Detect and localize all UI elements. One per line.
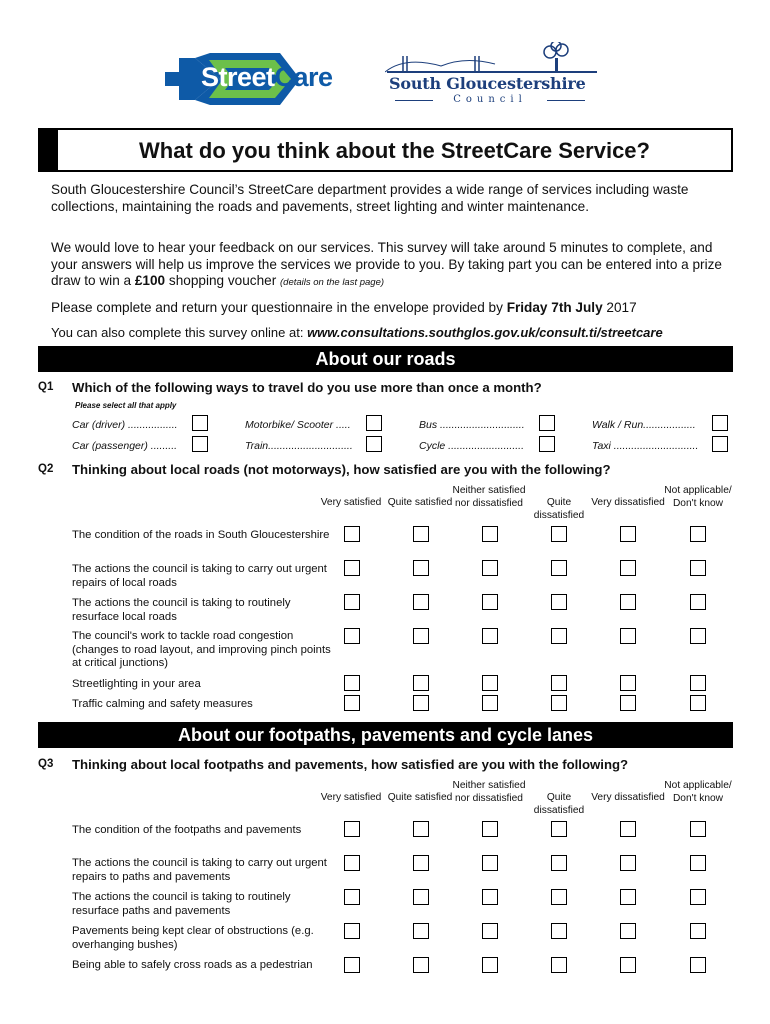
- q2-text: Thinking about local roads (not motorways), how satisfied are you with the following?: [72, 462, 611, 477]
- q2-checkbox[interactable]: [620, 675, 636, 691]
- checkbox-motorbike[interactable]: [366, 415, 382, 431]
- option-walk-run: Walk / Run..................: [592, 419, 696, 431]
- q2-checkbox[interactable]: [551, 526, 567, 542]
- q3-number: Q3: [38, 758, 54, 770]
- q2-checkbox[interactable]: [620, 695, 636, 711]
- q3-checkbox[interactable]: [551, 821, 567, 837]
- checkbox-car-driver[interactable]: [192, 415, 208, 431]
- q2-checkbox[interactable]: [482, 628, 498, 644]
- checkbox-train[interactable]: [366, 436, 382, 452]
- q3-checkbox[interactable]: [482, 957, 498, 973]
- q2-col-quite-satisfied: Quite satisfied: [387, 497, 453, 508]
- q3-checkbox[interactable]: [482, 889, 498, 905]
- q3-row-label: Pavements being kept clear of obstructions (e.g. overhanging bushes): [72, 925, 314, 951]
- q3-checkbox[interactable]: [620, 889, 636, 905]
- q3-checkbox[interactable]: [551, 923, 567, 939]
- q2-row-label: The condition of the roads in South Gloucestershire: [72, 529, 330, 541]
- q3-checkbox[interactable]: [344, 923, 360, 939]
- q2-checkbox[interactable]: [413, 675, 429, 691]
- q3-row-label: The condition of the footpaths and pavements: [72, 824, 302, 836]
- option-motorbike: Motorbike/ Scooter .....: [245, 419, 351, 431]
- q3-checkbox[interactable]: [690, 821, 706, 837]
- q2-row-label: The council's work to tackle road congestion (changes to road layout, and improving pinch points at critical junctions): [72, 630, 331, 669]
- q2-col-neither: Neither satisfied nor dissatisfied: [452, 485, 526, 509]
- q3-checkbox[interactable]: [690, 889, 706, 905]
- q3-checkbox[interactable]: [620, 821, 636, 837]
- q2-checkbox[interactable]: [551, 594, 567, 610]
- logo-street-text: Street: [201, 62, 275, 92]
- q2-checkbox[interactable]: [482, 526, 498, 542]
- q3-checkbox[interactable]: [690, 957, 706, 973]
- q2-number: Q2: [38, 463, 54, 475]
- q2-row-label: The actions the council is taking to routinely resurface local roads: [72, 597, 291, 623]
- q2-checkbox[interactable]: [620, 628, 636, 644]
- intro-paragraph-2: [51, 240, 741, 292]
- q3-checkbox[interactable]: [482, 923, 498, 939]
- q3-checkbox[interactable]: [413, 923, 429, 939]
- q2-checkbox[interactable]: [620, 594, 636, 610]
- council-logo: [385, 42, 605, 112]
- q3-checkbox[interactable]: [620, 855, 636, 871]
- q1-text: Which of the following ways to travel do you use more than once a month?: [72, 380, 542, 395]
- checkbox-walk-run[interactable]: [712, 415, 728, 431]
- q3-col-quite-dissatisfied: Quite dissatisfied: [533, 792, 585, 816]
- q3-checkbox[interactable]: [551, 889, 567, 905]
- checkbox-taxi[interactable]: [712, 436, 728, 452]
- q3-row-label: Being able to safely cross roads as a pedestrian: [72, 959, 313, 971]
- return-text: Please complete and return your questionnaire in the envelope provided by: [51, 300, 507, 315]
- section-header-footpaths: About our footpaths, pavements and cycle lanes: [38, 722, 733, 748]
- option-car-driver: Car (driver) .................: [72, 419, 178, 431]
- intro-paragraph-4: [51, 325, 741, 342]
- q2-checkbox[interactable]: [344, 594, 360, 610]
- q2-checkbox[interactable]: [413, 628, 429, 644]
- q2-checkbox[interactable]: [413, 560, 429, 576]
- q2-checkbox[interactable]: [413, 526, 429, 542]
- q2-checkbox[interactable]: [482, 594, 498, 610]
- prize-amount: £100: [134, 273, 166, 288]
- q2-checkbox[interactable]: [344, 628, 360, 644]
- q2-checkbox[interactable]: [620, 526, 636, 542]
- intro-p2-text-b: shopping voucher: [165, 273, 280, 288]
- q2-checkbox[interactable]: [690, 560, 706, 576]
- q3-col-very-satisfied: Very satisfied: [320, 792, 382, 803]
- council-subtitle: Council: [385, 94, 595, 105]
- q3-row-label: The actions the council is taking to carry out urgent repairs to paths and pavements: [72, 857, 327, 883]
- q3-checkbox[interactable]: [551, 855, 567, 871]
- intro-p2-text: We would love to hear your feedback on our services. This survey will take around 5 minutes to complete, and your answers will help us improve the services we provide to you. By taking part you can be entered into a prize draw to win a: [51, 240, 722, 288]
- checkbox-bus[interactable]: [539, 415, 555, 431]
- q2-checkbox[interactable]: [482, 560, 498, 576]
- q3-checkbox[interactable]: [690, 923, 706, 939]
- checkbox-cycle[interactable]: [539, 436, 555, 452]
- q2-col-not-applicable: Not applicable/ Don't know: [664, 485, 732, 509]
- q2-col-quite-dissatisfied: Quite dissatisfied: [533, 497, 585, 521]
- q2-row-label: Streetlighting in your area: [72, 678, 201, 690]
- online-text: You can also complete this survey online at:: [51, 325, 308, 340]
- q3-checkbox[interactable]: [413, 957, 429, 973]
- q1-hint: Please select all that apply: [75, 401, 177, 410]
- q1-number: Q1: [38, 381, 54, 393]
- q3-checkbox[interactable]: [413, 889, 429, 905]
- q2-checkbox[interactable]: [551, 628, 567, 644]
- q2-checkbox[interactable]: [690, 695, 706, 711]
- q2-row-label: Traffic calming and safety measures: [72, 698, 253, 710]
- q2-checkbox[interactable]: [551, 675, 567, 691]
- bridge-tree-icon: [385, 42, 600, 76]
- logo-care-text: Care: [274, 62, 333, 92]
- streetcare-logo: [165, 50, 365, 108]
- q2-checkbox[interactable]: [482, 695, 498, 711]
- q2-checkbox[interactable]: [344, 526, 360, 542]
- title-bar: [38, 128, 733, 172]
- q3-row-label: The actions the council is taking to routinely resurface paths and pavements: [72, 891, 291, 917]
- q3-checkbox[interactable]: [344, 855, 360, 871]
- q2-checkbox[interactable]: [551, 560, 567, 576]
- q3-text: Thinking about local footpaths and pavements, how satisfied are you with the following?: [72, 757, 629, 772]
- q3-checkbox[interactable]: [344, 821, 360, 837]
- q2-col-very-satisfied: Very satisfied: [320, 497, 382, 508]
- q2-checkbox[interactable]: [413, 695, 429, 711]
- option-train: Train.............................: [245, 440, 353, 452]
- survey-link[interactable]: www.consultations.southglos.gov.uk/consult.ti/streetcare: [307, 325, 663, 340]
- q3-checkbox[interactable]: [620, 957, 636, 973]
- q3-checkbox[interactable]: [413, 855, 429, 871]
- return-year: 2017: [602, 300, 637, 315]
- q2-checkbox[interactable]: [413, 594, 429, 610]
- q3-col-neither: Neither satisfied nor dissatisfied: [452, 780, 526, 804]
- option-car-passenger: Car (passenger) .........: [72, 440, 178, 452]
- q3-checkbox[interactable]: [344, 957, 360, 973]
- q3-checkbox[interactable]: [413, 821, 429, 837]
- q2-checkbox[interactable]: [690, 594, 706, 610]
- q3-checkbox[interactable]: [482, 821, 498, 837]
- page-title: What do you think about the StreetCare Service?: [139, 138, 650, 163]
- q2-checkbox[interactable]: [690, 675, 706, 691]
- q3-col-not-applicable: Not applicable/ Don't know: [664, 780, 732, 804]
- intro-paragraph-1: South Gloucestershire Council’s StreetCare department provides a wide range of services including waste collections, maintaining the roads and pavements, street lighting and winter maintenance.: [51, 182, 689, 214]
- option-bus: Bus .............................: [419, 419, 525, 431]
- q3-col-quite-satisfied: Quite satisfied: [387, 792, 453, 803]
- q2-checkbox[interactable]: [551, 695, 567, 711]
- q2-checkbox[interactable]: [482, 675, 498, 691]
- prize-note: (details on the last page): [280, 277, 385, 288]
- q2-row-label: The actions the council is taking to carry out urgent repairs of local roads: [72, 563, 327, 589]
- option-cycle: Cycle ..........................: [419, 440, 525, 452]
- checkbox-car-passenger[interactable]: [192, 436, 208, 452]
- return-date: Friday 7th July: [506, 300, 603, 315]
- q3-checkbox[interactable]: [620, 923, 636, 939]
- q2-checkbox[interactable]: [344, 695, 360, 711]
- q3-checkbox[interactable]: [690, 855, 706, 871]
- q2-checkbox[interactable]: [344, 675, 360, 691]
- council-name: South Gloucestershire: [389, 74, 586, 93]
- q2-checkbox[interactable]: [690, 628, 706, 644]
- q2-checkbox[interactable]: [690, 526, 706, 542]
- q2-col-very-dissatisfied: Very dissatisfied: [591, 497, 665, 508]
- q3-col-very-dissatisfied: Very dissatisfied: [591, 792, 665, 803]
- q2-checkbox[interactable]: [620, 560, 636, 576]
- section-header-roads: About our roads: [38, 346, 733, 372]
- option-taxi: Taxi .............................: [592, 440, 699, 452]
- q3-checkbox[interactable]: [482, 855, 498, 871]
- q2-checkbox[interactable]: [344, 560, 360, 576]
- q3-checkbox[interactable]: [551, 957, 567, 973]
- intro-paragraph-3: [51, 300, 741, 317]
- q3-checkbox[interactable]: [344, 889, 360, 905]
